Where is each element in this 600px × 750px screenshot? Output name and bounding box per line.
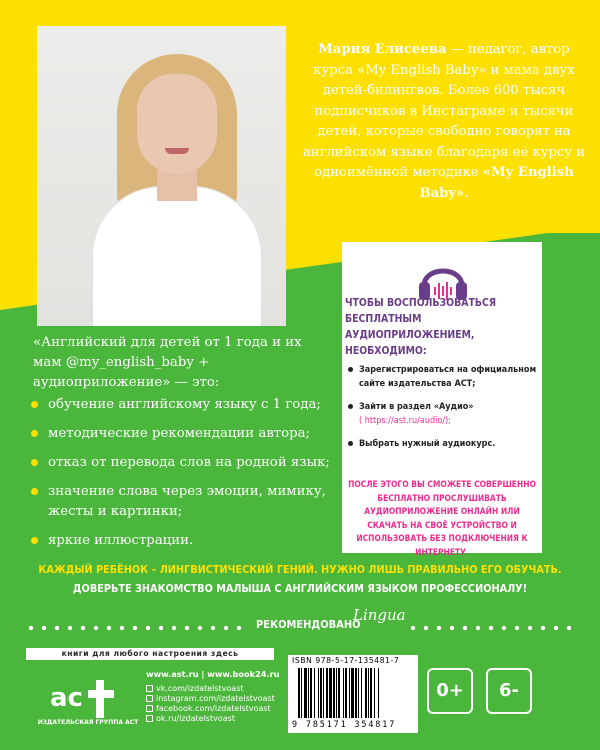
step-text: Зарегистрироваться на официальном сайте издательства АСТ; xyxy=(359,365,537,389)
ok-icon xyxy=(146,715,153,722)
bullet-icon xyxy=(31,537,38,544)
photo-face xyxy=(137,74,217,174)
slogan-genius: КАЖДЫЙ РЕБЁНОК – ЛИНГВИСТИЧЕСКИЙ ГЕНИЙ. НУЖНО ЛИШЬ ПРАВИЛЬНО ЕГО ОБУЧАТЬ. xyxy=(38,563,562,576)
barcode-bar xyxy=(323,668,324,718)
photo-smile xyxy=(165,148,189,154)
barcode-bar xyxy=(320,668,322,718)
audio-url-link[interactable]: ( https://ast.ru/audio/); xyxy=(359,416,451,426)
social-text: ok.ru/izdatelstvoast xyxy=(156,714,235,723)
author-name: Мария Елисеева xyxy=(318,42,447,57)
feature-text: яркие иллюстрации. xyxy=(48,533,194,548)
recommend-label: РЕКОМЕНДОВАНО xyxy=(256,618,361,631)
social-text: vk.com/izdatelstvoast xyxy=(156,684,244,693)
author-photo xyxy=(37,26,286,326)
tagline-bar: книги для любого настроения здесь xyxy=(26,648,274,660)
barcode-bar xyxy=(298,668,300,718)
publisher-name: ИЗДАТЕЛЬСКАЯ ГРУППА АСТ xyxy=(37,719,139,726)
barcode-bar xyxy=(310,668,312,718)
step-text: Выбрать нужный аудиокурс. xyxy=(359,439,496,449)
dotted-divider-right xyxy=(410,625,580,631)
bio-text: — педагог, автор курса «My English Baby» и мама двух детей-билингвов. Более 600 тысяч подписчиков в Инстаграме и тысячи детей, которые свободно говорят на английском языке благодаря её курсу и одноимённой методике xyxy=(302,42,586,180)
dotted-divider-left xyxy=(28,625,248,631)
bio-end: . xyxy=(464,185,469,201)
social-text: facebook.com/izdatelstvoast xyxy=(156,704,271,713)
author-bio xyxy=(300,40,588,204)
isbn-number: ISBN 978-5-17-135481-7 xyxy=(292,656,400,665)
feature-item xyxy=(30,424,340,444)
barcode-bar xyxy=(374,668,375,718)
book-lead: «Английский для детей от 1 года и их мам @my_english_baby + аудиоприложение» — это: xyxy=(33,335,302,390)
audio-steps xyxy=(346,363,538,460)
bullet-icon xyxy=(348,367,353,372)
bio-method: «My English Baby» xyxy=(419,165,574,201)
social-link-instagram[interactable] xyxy=(146,694,275,704)
facebook-icon xyxy=(146,705,153,712)
barcode-bar xyxy=(358,668,359,718)
barcode-bar xyxy=(329,668,332,718)
bullet-icon xyxy=(348,441,353,446)
barcode-bar xyxy=(318,668,319,718)
lingua-logo: Lingua xyxy=(353,606,406,624)
barcode-bar xyxy=(343,668,344,718)
audio-heading: ЧТОБЫ ВОСПОЛЬЗОВАТЬСЯ БЕСПЛАТНЫМ АУДИОПРИЛОЖЕНИЕМ, НЕОБХОДИМО: xyxy=(345,297,497,357)
bullet-icon xyxy=(348,404,353,409)
barcode-digits: 9 785171 354817 xyxy=(292,719,397,729)
barcode-bar xyxy=(355,668,357,718)
instagram-icon xyxy=(146,695,153,702)
feature-text: обучение английскому языку с 1 года; xyxy=(48,397,321,412)
barcode-bar xyxy=(304,668,307,718)
bullet-icon xyxy=(31,401,38,408)
barcode-bar xyxy=(368,668,369,718)
age-rating-badge: 0+ xyxy=(427,668,473,714)
feature-item xyxy=(30,482,340,522)
barcode-bar xyxy=(333,668,335,718)
barcode-bar xyxy=(370,668,372,718)
barcode-bar xyxy=(326,668,328,718)
feature-list xyxy=(30,395,340,560)
barcode-icon xyxy=(298,668,412,720)
barcode-bar xyxy=(314,668,315,718)
barcode-bar xyxy=(308,668,309,718)
isbn-block xyxy=(288,655,418,733)
barcode-bar xyxy=(336,668,337,718)
barcode-bar xyxy=(301,668,302,718)
bullet-icon xyxy=(31,459,38,466)
step-text: Зайти в раздел «Аудио» xyxy=(359,402,474,412)
barcode-bar xyxy=(349,668,350,718)
bullet-icon xyxy=(31,488,38,495)
feature-text: методические рекомендации автора; xyxy=(48,426,311,441)
feature-text: отказ от перевода слов на родной язык; xyxy=(48,455,330,470)
social-links xyxy=(146,684,275,724)
social-link-vk[interactable] xyxy=(146,684,275,694)
audio-step xyxy=(346,363,538,391)
feature-item xyxy=(30,395,340,415)
barcode-bar xyxy=(365,668,367,718)
audio-note: ПОСЛЕ ЭТОГО ВЫ СМОЖЕТЕ СОВЕРШЕННО БЕСПЛАТНО ПРОСЛУШИВАТЬ АУДИОПРИЛОЖЕНИЕ ОНЛАЙН ИЛИ СКАЧАТЬ НА СВОЁ УСТРОЙСТВО И ИСПОЛЬЗОВАТЬ БЕЗ ПОДКЛЮЧЕНИЯ К ИНТЕРНЕТУ. xyxy=(348,479,536,557)
vk-icon xyxy=(146,685,153,692)
barcode-bar xyxy=(361,668,362,718)
audio-step xyxy=(346,437,538,451)
barcode-bar xyxy=(378,668,379,718)
audio-box xyxy=(342,242,542,557)
audio-step xyxy=(346,400,538,428)
barcode-bar xyxy=(351,668,354,718)
slogan-trust: ДОВЕРЬТЕ ЗНАКОМСТВО МАЛЫША С АНГЛИЙСКИМ ЯЗЫКОМ ПРОФЕССИОНАЛУ! xyxy=(72,582,528,595)
photo-blouse xyxy=(92,186,262,326)
website-links[interactable]: www.ast.ru | www.book24.ru xyxy=(146,669,280,679)
feature-item xyxy=(30,453,340,473)
barcode-bar xyxy=(338,668,340,718)
age-rating-badge: 6- xyxy=(486,668,532,714)
feature-text: значение слова через эмоции, мимику, жесты и картинки; xyxy=(48,484,326,519)
social-text: instagram.com/izdatelstvoast xyxy=(156,694,275,703)
bullet-icon xyxy=(31,430,38,437)
social-link-facebook[interactable] xyxy=(146,704,275,714)
social-link-ok[interactable] xyxy=(146,714,275,724)
svg-text:ac: ac xyxy=(50,683,83,713)
feature-item xyxy=(30,531,340,551)
barcode-bar xyxy=(345,668,347,718)
